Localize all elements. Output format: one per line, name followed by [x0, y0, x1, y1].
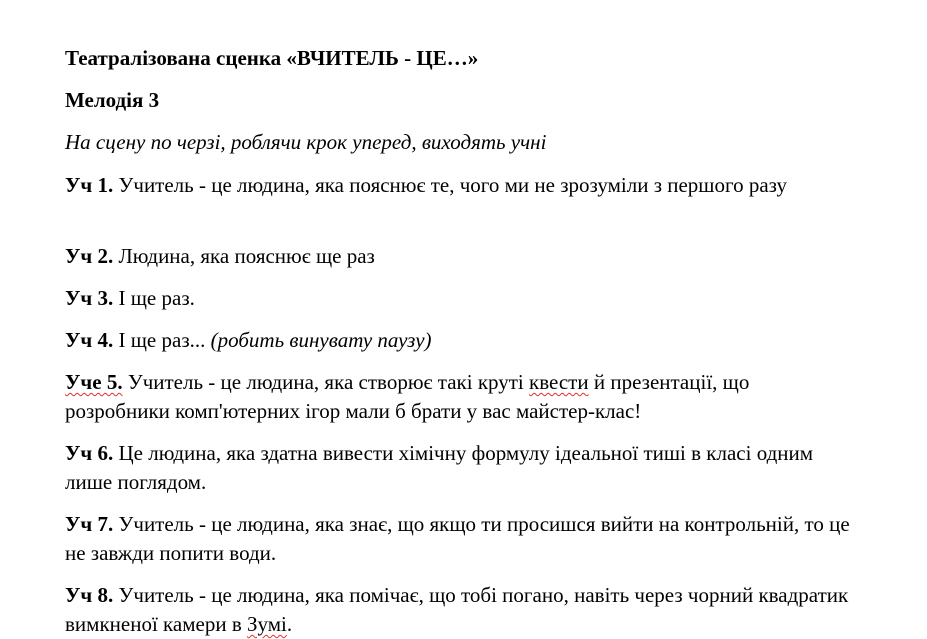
- document-title: Театралізована сценка «ВЧИТЕЛЬ - ЦЕ…»: [65, 46, 479, 70]
- line-text: І ще раз...: [113, 328, 211, 352]
- line-aside: (робить винувату паузу): [210, 328, 432, 352]
- student-line-1: [65, 171, 855, 200]
- line-text: Учитель - це людина, яка створює такі круті: [122, 370, 530, 394]
- speaker-label: Уч 8.: [65, 583, 114, 607]
- speaker-label: Уче 5.: [65, 370, 123, 394]
- speaker-label: Уч 7.: [65, 512, 114, 536]
- line-text: Учитель - це людина, яка знає, що якщо ти просишся вийти на контрольній, то це не завжди попити води.: [65, 512, 850, 565]
- line-text: Учитель - це людина, яка пояснює те, чого ми не зрозуміли з першого разу: [113, 173, 787, 197]
- student-line-4: [65, 326, 855, 355]
- speaker-label: Уч 6.: [65, 441, 114, 465]
- student-line-3: [65, 284, 855, 313]
- student-line-7: [65, 510, 855, 568]
- student-line-5: [65, 368, 855, 426]
- line-text: Учитель - це людина, яка помічає, що тобі погано, навіть через чорний квадратик вимкненої камери в: [65, 583, 849, 636]
- spellcheck-flagged-word[interactable]: Зумі: [247, 612, 287, 636]
- student-line-2: [65, 242, 855, 271]
- line-text: І ще раз.: [113, 286, 195, 310]
- student-line-8: [65, 581, 855, 639]
- speaker-label: Уч 3.: [65, 286, 114, 310]
- line-text: Це людина, яка здатна вивести хімічну формулу ідеальної тиші в класі одним лише поглядом.: [65, 441, 814, 494]
- student-line-6: [65, 439, 855, 497]
- line-text: .: [286, 612, 293, 636]
- speaker-label: Уч 1.: [65, 173, 114, 197]
- speaker-label: Уч 2.: [65, 244, 114, 268]
- spellcheck-flagged-word[interactable]: квести: [529, 370, 589, 394]
- line-text: й презентації, що розробники комп'ютерних ігор мали б брати у вас майстер-клас!: [65, 370, 750, 423]
- speaker-label: Уч 4.: [65, 328, 114, 352]
- line-text: Людина, яка пояснює ще раз: [113, 244, 375, 268]
- melody-heading: Мелодія 3: [65, 88, 160, 112]
- stage-direction: На сцену по черзі, роблячи крок уперед, виходять учні: [65, 130, 547, 154]
